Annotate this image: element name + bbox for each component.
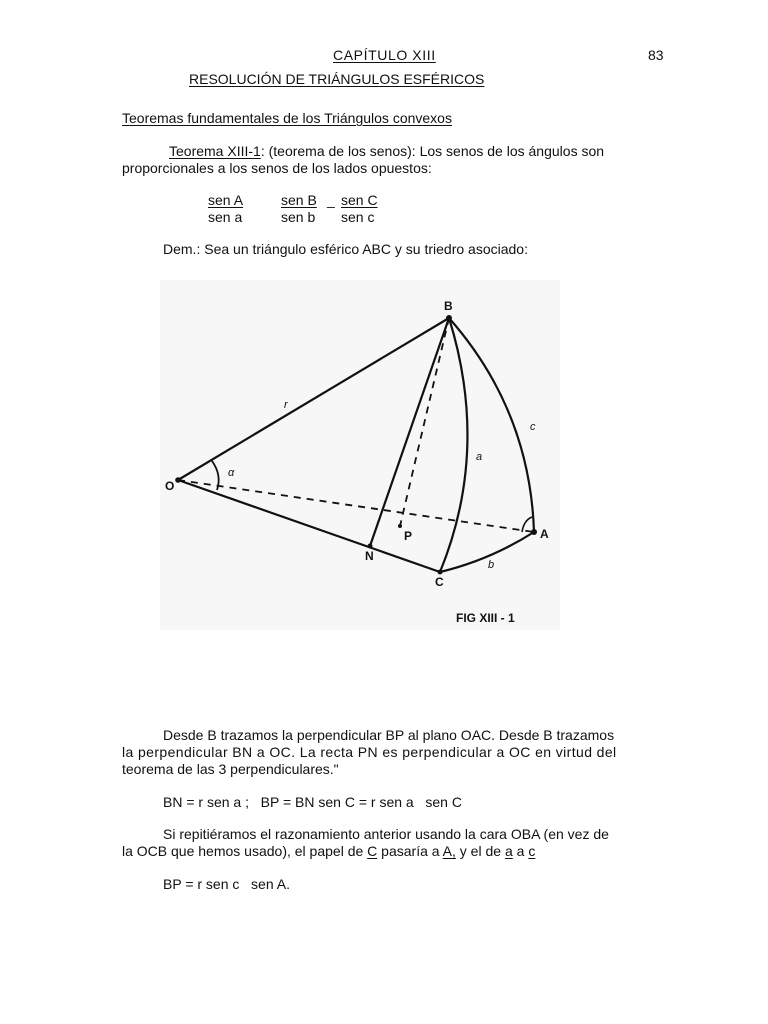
- formula-num-c: sen C: [341, 192, 378, 208]
- paragraph-2-text-d: a: [512, 843, 529, 859]
- equation-bn: BN = r sen a ; BP = BN sen C = r sen a sen C: [163, 794, 462, 810]
- underlined-c-lower: c: [528, 843, 536, 859]
- label-alpha: α: [228, 467, 235, 479]
- paragraph-1-line-3: teorema de las 3 perpendiculares.": [122, 761, 339, 777]
- label-a: A: [540, 527, 549, 541]
- figure-caption: FIG XIII - 1: [456, 611, 515, 625]
- chapter-heading: CAPÍTULO XIII: [333, 47, 436, 63]
- paragraph-2-line-1: Si repitiéramos el razonamiento anterior usando la cara OBA (en vez de: [163, 826, 609, 842]
- label-side-a: a: [476, 451, 483, 463]
- label-n: N: [365, 549, 374, 563]
- paragraph-2-line-2: [122, 843, 535, 859]
- label-o: O: [165, 479, 175, 493]
- underlined-a-upper: A,: [442, 843, 456, 859]
- underlined-c-upper: C: [367, 843, 378, 859]
- label-c: C: [435, 575, 444, 589]
- formula-num-a: sen A: [208, 192, 244, 208]
- label-b: B: [444, 299, 453, 313]
- paragraph-1-line-2: la perpendicular BN a OC. La recta PN es perpendicular a OC en virtud del: [122, 744, 617, 760]
- formula-num-b: sen B: [281, 192, 317, 208]
- theorem-text-1: : (teorema de los senos): Los senos de los ángulos son: [260, 143, 605, 159]
- label-side-b: b: [488, 559, 495, 571]
- label-r: r: [284, 399, 288, 411]
- label-side-c: c: [530, 421, 536, 433]
- page-number: 83: [648, 47, 664, 63]
- spherical-triangle-figure: [160, 280, 560, 630]
- paragraph-2-text-c: y el de: [455, 843, 505, 859]
- theorem-label: Teorema XIII-1: [169, 143, 261, 159]
- chapter-title: RESOLUCIÓN DE TRIÁNGULOS ESFÉRICOS: [189, 71, 485, 87]
- theorem-line-1: [169, 143, 703, 159]
- section-title: Teoremas fundamentales de los Triángulos convexos: [122, 110, 452, 126]
- label-p: P: [404, 529, 413, 543]
- formula-den-b: sen b: [281, 209, 316, 225]
- formula-den-c: sen c: [341, 209, 375, 225]
- demonstration-intro: Dem.: Sea un triángulo esférico ABC y su triedro asociado:: [163, 241, 528, 257]
- theorem-line-2: proporcionales a los senos de los lados opuestos:: [122, 160, 432, 176]
- formula-den-a: sen a: [208, 209, 243, 225]
- paragraph-2-text-a: la OCB que hemos usado), el papel de: [122, 843, 368, 859]
- underlined-a-lower: a: [504, 843, 513, 859]
- formula-equals: _: [327, 192, 335, 208]
- paragraph-2-text-b: pasaría a: [377, 843, 443, 859]
- paragraph-1-line-1: Desde B trazamos la perpendicular BP al plano OAC. Desde B trazamos: [163, 727, 615, 743]
- equation-bp: BP = r sen c sen A.: [163, 876, 290, 892]
